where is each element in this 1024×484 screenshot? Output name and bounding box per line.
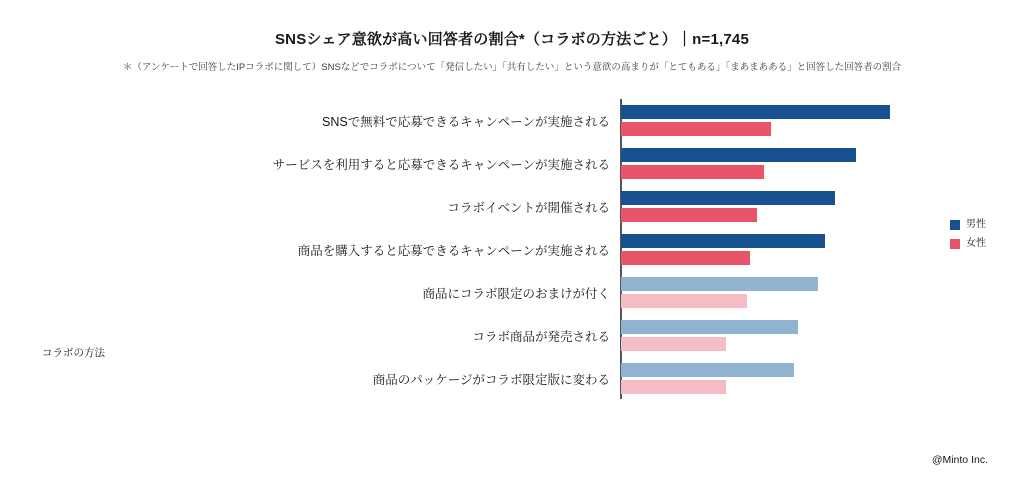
legend-swatch-female bbox=[950, 239, 960, 249]
bar-male bbox=[621, 277, 818, 291]
bar-female bbox=[621, 165, 764, 179]
bar-group bbox=[621, 146, 966, 181]
legend-label-male: 男性 bbox=[966, 219, 986, 230]
bar-row bbox=[148, 271, 968, 314]
bar-male bbox=[621, 191, 835, 205]
legend-item-male bbox=[950, 217, 986, 233]
page-title: SNSシェア意欲が高い回答者の割合*（コラボの方法ごと）｜n=1,745 bbox=[274, 31, 750, 48]
bar-male bbox=[621, 105, 890, 119]
legend-swatch-male bbox=[950, 220, 960, 230]
bar-male bbox=[621, 234, 825, 248]
legend-label-female: 女性 bbox=[966, 238, 986, 249]
bar-male bbox=[621, 363, 794, 377]
chart-area bbox=[0, 95, 1024, 415]
y-axis-title: コラボの方法 bbox=[42, 347, 105, 359]
bar-group bbox=[621, 103, 966, 138]
credit-label: @Minto Inc. bbox=[931, 454, 988, 466]
bar-row bbox=[148, 314, 968, 357]
bar-group bbox=[621, 318, 966, 353]
bar-female bbox=[621, 294, 747, 308]
bar-row bbox=[148, 357, 968, 400]
bar-row bbox=[148, 185, 968, 228]
chart-legend bbox=[950, 217, 986, 255]
bar-group bbox=[621, 361, 966, 396]
chart-footnote: ＊（アンケートで回答したIPコラボに関して）SNSなどでコラボについて「発信したい」「共有したい」という意欲の高まりが「とてもある」「まあまあある」と回答した回答者の割合 bbox=[122, 62, 902, 73]
bar-rows bbox=[148, 99, 968, 400]
bar-row bbox=[148, 99, 968, 142]
chart-header bbox=[0, 0, 1024, 73]
category-label: コラボイベントが開催される bbox=[447, 200, 610, 215]
category-label: SNSで無料で応募できるキャンペーンが実施される bbox=[322, 114, 610, 129]
bar-group bbox=[621, 232, 966, 267]
category-label: 商品のパッケージがコラボ限定版に変わる bbox=[372, 372, 610, 387]
bar-row bbox=[148, 142, 968, 185]
category-label: サービスを利用すると応募できるキャンペーンが実施される bbox=[272, 157, 610, 172]
bar-male bbox=[621, 320, 798, 334]
bar-female bbox=[621, 337, 726, 351]
category-label: コラボ商品が発売される bbox=[472, 329, 610, 344]
bar-group bbox=[621, 189, 966, 224]
legend-item-female bbox=[950, 236, 986, 252]
bar-male bbox=[621, 148, 856, 162]
bar-group bbox=[621, 275, 966, 310]
category-label: 商品にコラボ限定のおまけが付く bbox=[422, 286, 610, 301]
bar-female bbox=[621, 208, 757, 222]
bar-female bbox=[621, 380, 726, 394]
plot-region bbox=[148, 95, 968, 405]
bar-row bbox=[148, 228, 968, 271]
bar-female bbox=[621, 122, 771, 136]
category-label: 商品を購入すると応募できるキャンペーンが実施される bbox=[297, 243, 610, 258]
bar-female bbox=[621, 251, 750, 265]
